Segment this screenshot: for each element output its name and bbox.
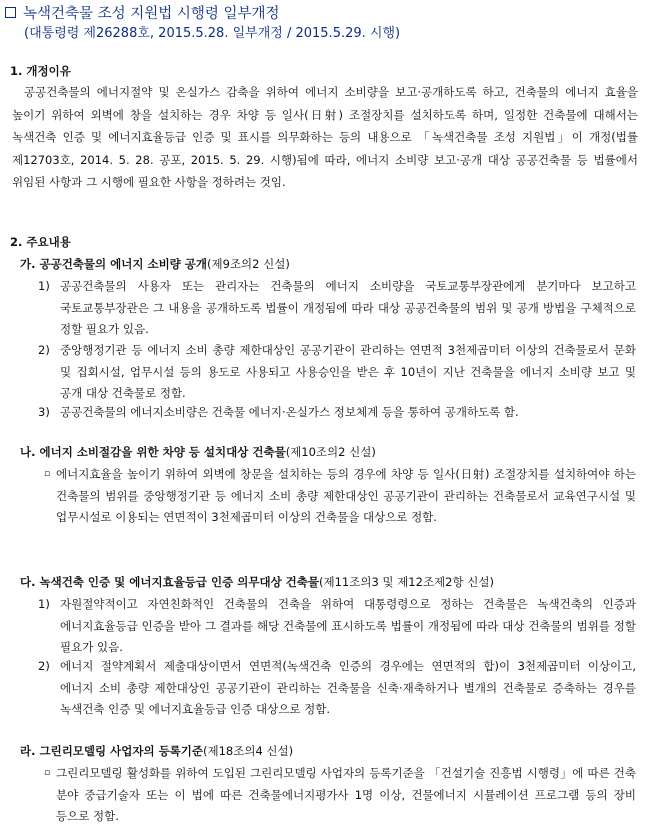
small-square-bullet-icon: ▫: [44, 768, 51, 778]
small-square-bullet-icon: ▫: [44, 469, 51, 479]
section-1-heading: 1. 개정이유: [10, 64, 71, 78]
document-title: [5, 1, 280, 23]
da-item-2-number: 2): [38, 659, 50, 673]
subsection-na-title: 나. 에너지 소비절감을 위한 차양 등 설치대상 건축물: [20, 445, 286, 459]
document-title-text: 녹색건축물 조성 지원법 시행령 일부개정: [23, 5, 280, 22]
ga-item-2-text: 중앙행정기관 등 에너지 소비 총량 제한대상인 공공기관이 관리하는 연면적 3천제곱미터 이상의 건축물로서 문화 및 집회시설, 업무시설 등의 용도로 사용되고 사용승인을 받은 후 10년이 지난 건축물을 에너지 소비량 보고 및 공개 대상 건축물로 정함.: [60, 343, 636, 400]
ga-item-1: [38, 276, 636, 341]
subsection-da-ref: (제11조의3 및 제12조제2항 신설): [319, 575, 494, 589]
subsection-ra-title: 라. 그린리모델링 사업자의 등록기준: [20, 744, 204, 758]
da-item-1-number: 1): [38, 597, 50, 611]
section-1-body: 공공건축물의 에너지절약 및 온실가스 감축을 위하여 에너지 소비량을 보고·공개하도록 하고, 건축물의 에너지 효율을 높이기 위하여 외벽에 창을 설치하는 경우 차양 등 일사(日射) 조절장치를 설치하도록 하며, 일정한 건축물에 대해서는 녹색건축 인증 및 에너지효율등급 인증 및 표시를 의무화하는 등의 내용으로 「녹색건축물 조성 지원법」이 개정(법률 제12703호, 2014. 5. 28. 공포, 2015. 5. 29. 시행)됨에 따라, 에너지 소비량 보고·공개 대상 공공건축물 등 법률에서 위임된 사항과 그 시행에 필요한 사항을 정하려는 것임.: [12, 85, 638, 189]
subsection-ra-heading: [20, 743, 293, 759]
da-item-2-text: 에너지 절약계획서 제출대상이면서 연면적(녹색건축 인증의 경우에는 연면적의 합)이 3천제곱미터 이상이고, 에너지 소비 총량 제한대상인 공공기관이 관리하는 건축물을 신축·재축하거나 별개의 건축물로 증축하는 경우를 녹색건축 인증 및 에너지효율등급 인증 대상으로 정함.: [60, 659, 636, 716]
subsection-na-heading: [20, 444, 376, 460]
ga-item-3: [38, 402, 636, 424]
ga-item-2: [38, 340, 636, 405]
subsection-ra-ref: (제18조의4 신설): [203, 744, 294, 758]
section-2-heading: 2. 주요내용: [10, 235, 71, 249]
ga-item-2-number: 2): [38, 343, 50, 357]
ga-item-1-text: 공공건축물의 사용자 또는 관리자는 건축물의 에너지 소비량을 국토교통부장관에게 분기마다 보고하고 국토교통부장관은 그 내용을 공개하도록 법률이 개정됨에 따라 대상 공공건축물의 범위 및 공개 방법을 구체적으로 정할 필요가 있음.: [60, 279, 636, 336]
subsection-na-ref: (제10조의2 신설): [285, 445, 376, 459]
ga-item-3-number: 3): [38, 405, 50, 419]
subsection-da-title: 다. 녹색건축 인증 및 에너지효율등급 인증 의무대상 건축물: [20, 575, 320, 589]
da-item-2: [38, 656, 636, 721]
ga-item-1-number: 1): [38, 279, 50, 293]
na-bullet-item: [44, 464, 636, 529]
da-item-1-text: 자원절약적이고 자연친화적인 건축물의 건축을 위하여 대통령령으로 정하는 건축물은 녹색건축의 인증과 에너지효율등급 인증을 받아 그 결과를 해당 건축물에 표시하도록 법률이 개정됨에 따라 대상 건축물의 범위를 정할 필요가 있음.: [60, 597, 636, 654]
subsection-ga-title: 가. 공공건축물의 에너지 소비량 공개: [20, 257, 208, 271]
na-bullet-text: 에너지효율을 높이기 위하여 외벽에 창문을 설치하는 등의 경우에 차양 등 일사(日射) 조절장치를 설치하여야 하는 건축물의 범위를 중앙행정기관 등 에너지 소비 총량 제한대상인 공공기관이 관리하는 건축물로서 교육연구시설 및 업무시설로 이용되는 연면적이 3천제곱미터 이상의 건축물을 대상으로 정함.: [56, 467, 636, 524]
subsection-ga-heading: [20, 256, 290, 272]
ga-item-3-text: 공공건축물의 에너지소비량은 건축물 에너지·온실가스 정보체계 등을 통하여 공개하도록 함.: [60, 405, 519, 419]
da-item-1: [38, 594, 636, 659]
document-subtitle: (대통령령 제26288호, 2015.5.28. 일부개정 / 2015.5.29. 시행): [24, 26, 401, 41]
checkbox-square-icon: [5, 7, 16, 18]
ra-bullet-text: 그린리모델링 활성화를 위하여 도입된 그린리모델링 사업자의 등록기준을 「건설기술 진흥법 시행령」에 따른 건축 분야 중급기술자 또는 이 법에 따른 건축물에너지평가사 1명 이상, 건물에너지 시뮬레이션 프로그램 등의 장비 등으로 정함.: [56, 766, 636, 823]
subsection-da-heading: [20, 574, 494, 590]
ra-bullet-item: [44, 763, 636, 828]
subsection-ga-ref: (제9조의2 신설): [207, 257, 290, 271]
